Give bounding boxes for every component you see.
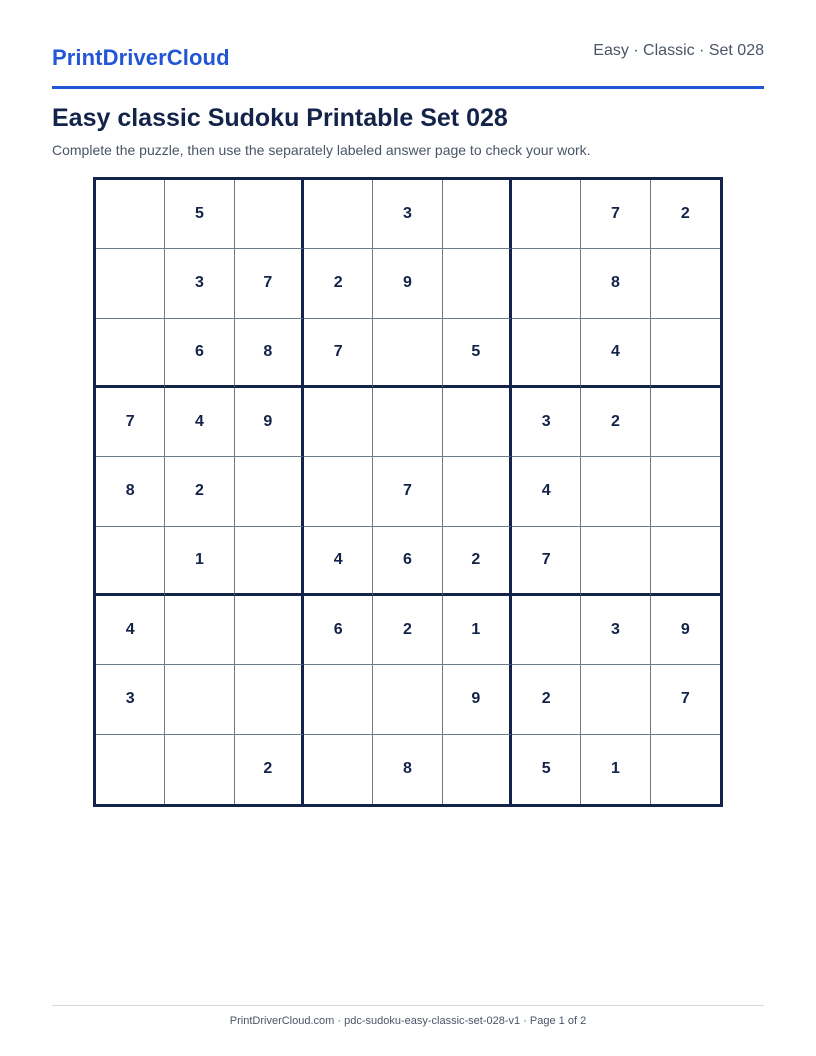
sudoku-cell-r4-c8: 2 <box>581 388 650 457</box>
sudoku-cell-r9-c2 <box>165 735 234 804</box>
sudoku-cell-r8-c7: 2 <box>512 665 581 734</box>
sudoku-cell-r1-c5: 3 <box>373 180 442 249</box>
sudoku-cell-r1-c2: 5 <box>165 180 234 249</box>
sudoku-cell-r7-c8: 3 <box>581 596 650 665</box>
sudoku-cell-r8-c9: 7 <box>651 665 720 734</box>
sudoku-cell-r6-c7: 7 <box>512 527 581 596</box>
sudoku-cell-r3-c8: 4 <box>581 319 650 388</box>
sudoku-cell-r1-c1 <box>96 180 165 249</box>
sudoku-cell-r2-c7 <box>512 249 581 318</box>
sudoku-cell-r5-c5: 7 <box>373 457 442 526</box>
sudoku-grid <box>93 177 723 807</box>
sudoku-cell-r8-c8 <box>581 665 650 734</box>
sudoku-cell-r3-c5 <box>373 319 442 388</box>
sudoku-cell-r4-c5 <box>373 388 442 457</box>
page-footer: PrintDriverCloud.com · pdc-sudoku-easy-classic-set-028-v1 · Page 1 of 2 <box>52 1005 764 1027</box>
sudoku-cell-r6-c4: 4 <box>304 527 373 596</box>
sudoku-cell-r2-c4: 2 <box>304 249 373 318</box>
sudoku-cell-r3-c1 <box>96 319 165 388</box>
page-subtitle: Complete the puzzle, then use the separately labeled answer page to check your work. <box>52 142 591 158</box>
sudoku-cell-r9-c4 <box>304 735 373 804</box>
sudoku-cell-r4-c4 <box>304 388 373 457</box>
sudoku-cell-r4-c6 <box>443 388 512 457</box>
sudoku-cell-r7-c6: 1 <box>443 596 512 665</box>
sudoku-cell-r9-c5: 8 <box>373 735 442 804</box>
sudoku-cell-r4-c9 <box>651 388 720 457</box>
sudoku-cell-r2-c2: 3 <box>165 249 234 318</box>
sudoku-cell-r5-c3 <box>235 457 304 526</box>
sudoku-cell-r8-c1: 3 <box>96 665 165 734</box>
sudoku-cell-r3-c4: 7 <box>304 319 373 388</box>
sudoku-cell-r6-c2: 1 <box>165 527 234 596</box>
sudoku-cell-r9-c9 <box>651 735 720 804</box>
page-header <box>52 40 764 89</box>
sudoku-cell-r9-c7: 5 <box>512 735 581 804</box>
sudoku-cell-r3-c9 <box>651 319 720 388</box>
sudoku-cell-r3-c6: 5 <box>443 319 512 388</box>
sudoku-cell-r6-c3 <box>235 527 304 596</box>
sudoku-cell-r5-c8 <box>581 457 650 526</box>
sudoku-cell-r1-c7 <box>512 180 581 249</box>
sudoku-cell-r7-c3 <box>235 596 304 665</box>
sudoku-cell-r1-c8: 7 <box>581 180 650 249</box>
sudoku-cell-r2-c6 <box>443 249 512 318</box>
sudoku-cell-r9-c3: 2 <box>235 735 304 804</box>
sudoku-cell-r3-c2: 6 <box>165 319 234 388</box>
page-title: Easy classic Sudoku Printable Set 028 <box>52 104 508 132</box>
sudoku-cell-r6-c9 <box>651 527 720 596</box>
sudoku-cell-r5-c7: 4 <box>512 457 581 526</box>
sudoku-cell-r8-c3 <box>235 665 304 734</box>
sudoku-cell-r9-c6 <box>443 735 512 804</box>
sudoku-cell-r3-c7 <box>512 319 581 388</box>
sudoku-cell-r1-c6 <box>443 180 512 249</box>
sudoku-cell-r7-c9: 9 <box>651 596 720 665</box>
sudoku-cell-r7-c1: 4 <box>96 596 165 665</box>
sudoku-cell-r1-c4 <box>304 180 373 249</box>
sudoku-cell-r2-c8: 8 <box>581 249 650 318</box>
sudoku-cell-r4-c7: 3 <box>512 388 581 457</box>
sudoku-cell-r7-c7 <box>512 596 581 665</box>
sudoku-cell-r6-c5: 6 <box>373 527 442 596</box>
sudoku-cell-r7-c4: 6 <box>304 596 373 665</box>
sudoku-cell-r9-c8: 1 <box>581 735 650 804</box>
sudoku-cell-r1-c3 <box>235 180 304 249</box>
sudoku-cell-r5-c9 <box>651 457 720 526</box>
puzzle-meta: Easy · Classic · Set 028 <box>593 42 764 59</box>
sudoku-cell-r2-c3: 7 <box>235 249 304 318</box>
sudoku-cell-r2-c9 <box>651 249 720 318</box>
brand-logo-text: PrintDriverCloud <box>52 45 230 70</box>
sudoku-cell-r4-c1: 7 <box>96 388 165 457</box>
sudoku-cell-r5-c1: 8 <box>96 457 165 526</box>
sudoku-cell-r8-c2 <box>165 665 234 734</box>
sudoku-cell-r1-c9: 2 <box>651 180 720 249</box>
sudoku-cell-r6-c6: 2 <box>443 527 512 596</box>
sudoku-cell-r2-c1 <box>96 249 165 318</box>
sudoku-cell-r6-c1 <box>96 527 165 596</box>
sudoku-cell-r7-c5: 2 <box>373 596 442 665</box>
sudoku-cell-r4-c2: 4 <box>165 388 234 457</box>
sudoku-cell-r7-c2 <box>165 596 234 665</box>
sudoku-cell-r5-c6 <box>443 457 512 526</box>
sudoku-cell-r4-c3: 9 <box>235 388 304 457</box>
sudoku-cell-r3-c3: 8 <box>235 319 304 388</box>
sudoku-cell-r9-c1 <box>96 735 165 804</box>
sudoku-cell-r5-c4 <box>304 457 373 526</box>
sudoku-cell-r2-c5: 9 <box>373 249 442 318</box>
sudoku-cell-r8-c6: 9 <box>443 665 512 734</box>
sudoku-cell-r5-c2: 2 <box>165 457 234 526</box>
sudoku-cell-r8-c5 <box>373 665 442 734</box>
sudoku-cell-r8-c4 <box>304 665 373 734</box>
sudoku-cell-r6-c8 <box>581 527 650 596</box>
